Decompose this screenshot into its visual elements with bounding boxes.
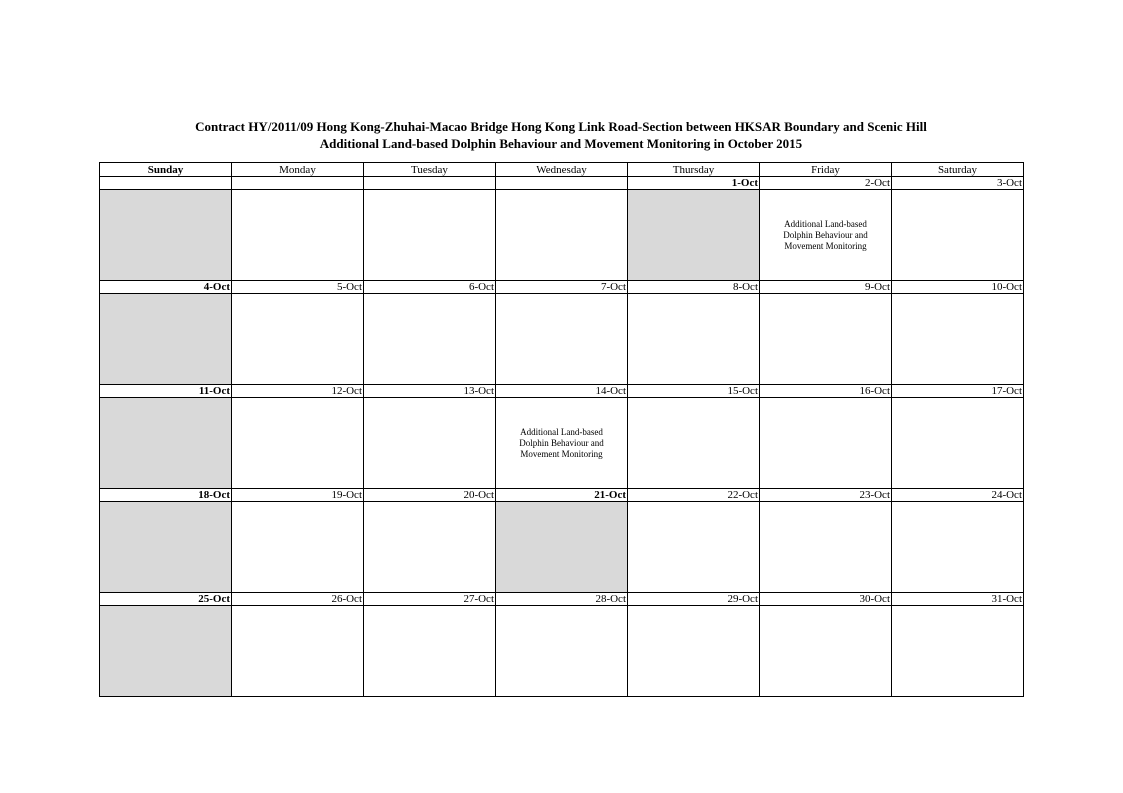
week-body-row <box>100 294 1024 385</box>
day-cell <box>364 398 496 489</box>
day-cell <box>628 398 760 489</box>
day-cell <box>760 606 892 697</box>
title-line-2: Additional Land-based Dolphin Behaviour and Movement Monitoring in October 2015 <box>319 136 803 151</box>
day-date-label: 17-Oct <box>892 385 1024 398</box>
day-cell <box>760 190 892 281</box>
day-date-label: 23-Oct <box>760 489 892 502</box>
day-cell-shaded <box>100 190 232 281</box>
weekday-header-sunday: Sunday <box>100 163 232 177</box>
day-cell <box>496 606 628 697</box>
day-date-label: 21-Oct <box>496 489 628 502</box>
day-cell <box>892 606 1024 697</box>
week-body-row <box>100 606 1024 697</box>
page-title <box>99 118 1023 152</box>
day-date-label: 27-Oct <box>364 593 496 606</box>
day-date-label: 14-Oct <box>496 385 628 398</box>
day-date-label: 11-Oct <box>100 385 232 398</box>
day-date-label <box>496 177 628 190</box>
day-date-label: 15-Oct <box>628 385 760 398</box>
day-date-label: 13-Oct <box>364 385 496 398</box>
day-date-label: 30-Oct <box>760 593 892 606</box>
day-date-label: 20-Oct <box>364 489 496 502</box>
day-cell <box>232 606 364 697</box>
day-date-label: 31-Oct <box>892 593 1024 606</box>
week-date-row <box>100 177 1024 190</box>
day-date-label: 9-Oct <box>760 281 892 294</box>
week-body-row <box>100 502 1024 593</box>
day-cell <box>364 502 496 593</box>
day-date-label: 18-Oct <box>100 489 232 502</box>
day-date-label: 5-Oct <box>232 281 364 294</box>
day-date-label: 29-Oct <box>628 593 760 606</box>
weekday-header-thursday: Thursday <box>628 163 760 177</box>
day-date-label: 25-Oct <box>100 593 232 606</box>
weekday-header-monday: Monday <box>232 163 364 177</box>
day-cell <box>892 294 1024 385</box>
day-cell <box>364 606 496 697</box>
day-date-label: 3-Oct <box>892 177 1024 190</box>
weekday-header-saturday: Saturday <box>892 163 1024 177</box>
day-cell-shaded <box>100 502 232 593</box>
day-cell-shaded <box>100 294 232 385</box>
day-cell <box>232 398 364 489</box>
monitoring-note: Additional Land-based Dolphin Behaviour and Movement Monitoring <box>783 218 868 251</box>
day-cell <box>628 502 760 593</box>
day-cell-shaded <box>100 398 232 489</box>
day-cell <box>364 294 496 385</box>
week-date-row <box>100 489 1024 502</box>
day-date-label: 12-Oct <box>232 385 364 398</box>
calendar-table <box>99 162 1024 697</box>
day-cell <box>232 502 364 593</box>
calendar-body <box>100 177 1024 697</box>
day-cell <box>496 294 628 385</box>
day-cell <box>496 190 628 281</box>
weekday-header-row <box>100 163 1024 177</box>
day-date-label: 8-Oct <box>628 281 760 294</box>
day-cell <box>232 190 364 281</box>
weekday-header-tuesday: Tuesday <box>364 163 496 177</box>
day-cell-shaded <box>628 190 760 281</box>
day-date-label: 10-Oct <box>892 281 1024 294</box>
day-date-label: 22-Oct <box>628 489 760 502</box>
week-body-row <box>100 398 1024 489</box>
day-cell <box>628 606 760 697</box>
day-date-label <box>232 177 364 190</box>
day-date-label: 28-Oct <box>496 593 628 606</box>
day-date-label: 19-Oct <box>232 489 364 502</box>
week-date-row <box>100 385 1024 398</box>
title-line-1: Contract HY/2011/09 Hong Kong-Zhuhai-Macao Bridge Hong Kong Link Road-Section between HKSAR Boundary and Scenic Hill <box>195 119 927 134</box>
day-cell <box>628 294 760 385</box>
day-cell-shaded <box>496 502 628 593</box>
day-cell-shaded <box>100 606 232 697</box>
day-date-label: 6-Oct <box>364 281 496 294</box>
day-cell <box>760 294 892 385</box>
week-date-row <box>100 593 1024 606</box>
day-date-label: 1-Oct <box>628 177 760 190</box>
day-date-label: 7-Oct <box>496 281 628 294</box>
day-cell <box>364 190 496 281</box>
week-body-row <box>100 190 1024 281</box>
day-cell <box>892 190 1024 281</box>
day-date-label: 4-Oct <box>100 281 232 294</box>
weekday-header-friday: Friday <box>760 163 892 177</box>
day-cell <box>760 502 892 593</box>
weekday-header-wednesday: Wednesday <box>496 163 628 177</box>
day-date-label: 26-Oct <box>232 593 364 606</box>
day-cell <box>892 398 1024 489</box>
day-cell <box>496 398 628 489</box>
day-date-label <box>100 177 232 190</box>
day-cell <box>760 398 892 489</box>
day-cell <box>892 502 1024 593</box>
monitoring-note: Additional Land-based Dolphin Behaviour and Movement Monitoring <box>519 426 604 459</box>
day-date-label: 24-Oct <box>892 489 1024 502</box>
day-date-label: 16-Oct <box>760 385 892 398</box>
week-date-row <box>100 281 1024 294</box>
day-date-label: 2-Oct <box>760 177 892 190</box>
day-cell <box>232 294 364 385</box>
day-date-label <box>364 177 496 190</box>
